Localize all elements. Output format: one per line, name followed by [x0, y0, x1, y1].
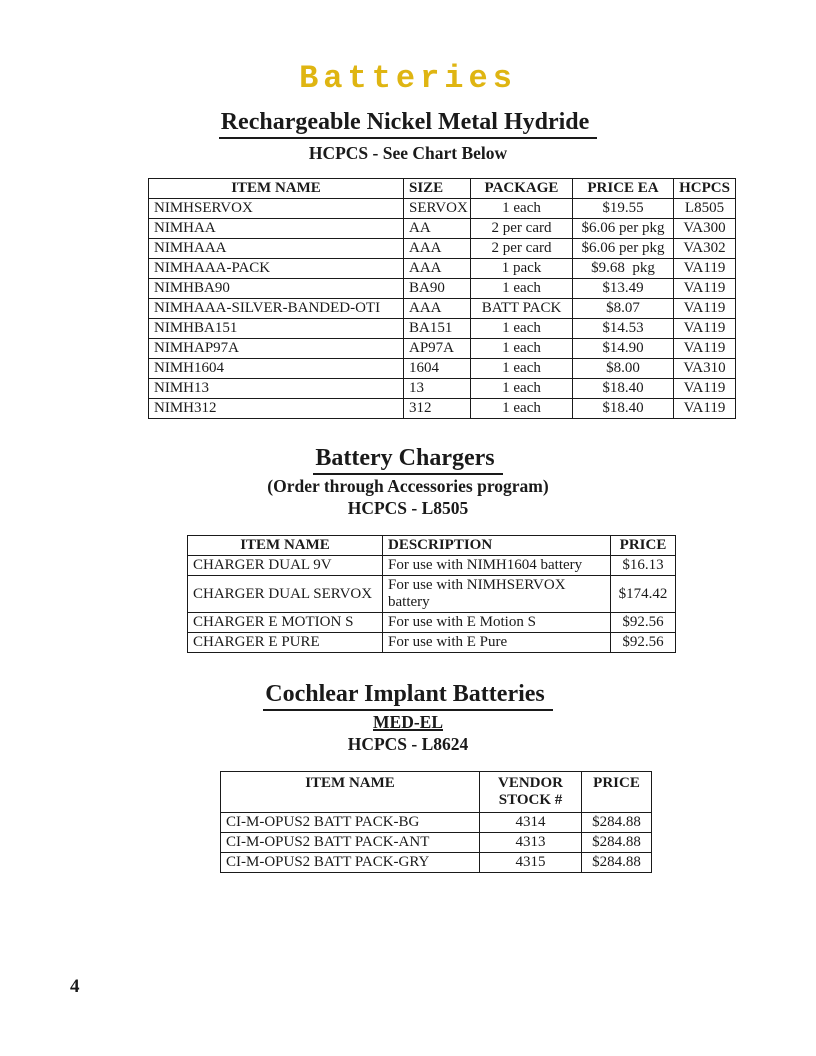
table-row: [221, 813, 652, 833]
table-cell: NIMHAA: [149, 219, 404, 239]
table-row: [149, 259, 736, 279]
table-row: [149, 359, 736, 379]
table-cell: NIMHAP97A: [149, 339, 404, 359]
column-header: PRICE EA: [573, 179, 674, 199]
table-cell: CI-M-OPUS2 BATT PACK-GRY: [221, 853, 480, 873]
table-cell: CI-M-OPUS2 BATT PACK-BG: [221, 813, 480, 833]
table-row: [149, 279, 736, 299]
section-heading-chargers: [0, 443, 816, 475]
table-cell: BA90: [404, 279, 471, 299]
table-row: [149, 219, 736, 239]
cochlear-table-body: [221, 813, 652, 873]
table-cell: NIMHBA90: [149, 279, 404, 299]
table-cell: $13.49: [573, 279, 674, 299]
table-cell: NIMH312: [149, 399, 404, 419]
nimh-table-header: [149, 179, 736, 199]
table-cell: $8.07: [573, 299, 674, 319]
column-header: PRICE: [582, 772, 652, 813]
nimh-price-table: [148, 178, 736, 419]
table-cell: 13: [404, 379, 471, 399]
table-row: [149, 399, 736, 419]
table-cell: $92.56: [611, 633, 676, 653]
section-heading-cochlear-text: Cochlear Implant Batteries: [263, 679, 553, 711]
table-row: [149, 239, 736, 259]
table-cell: NIMH1604: [149, 359, 404, 379]
table-cell: NIMHAAA-SILVER-BANDED-OTI: [149, 299, 404, 319]
table-cell: 2 per card: [471, 219, 573, 239]
table-cell: BATT PACK: [471, 299, 573, 319]
table-cell: 1 each: [471, 279, 573, 299]
table-cell: NIMHSERVOX: [149, 199, 404, 219]
page-number: 4: [70, 976, 80, 997]
section-heading-nimh: [0, 107, 816, 139]
table-cell: $14.90: [573, 339, 674, 359]
table-row: [188, 633, 676, 653]
column-header: SIZE: [404, 179, 471, 199]
table-cell: For use with E Motion S: [383, 613, 611, 633]
table-cell: 1 each: [471, 199, 573, 219]
table-cell: $284.88: [582, 853, 652, 873]
table-cell: For use with E Pure: [383, 633, 611, 653]
table-row: [188, 556, 676, 576]
table-cell: $8.00: [573, 359, 674, 379]
table-cell: AA: [404, 219, 471, 239]
cochlear-price-table: [220, 771, 652, 873]
column-header: VENDOR STOCK #: [480, 772, 582, 813]
table-cell: CHARGER E PURE: [188, 633, 383, 653]
table-cell: $6.06 per pkg: [573, 219, 674, 239]
column-header: DESCRIPTION: [383, 536, 611, 556]
table-row: [188, 613, 676, 633]
column-header: ITEM NAME: [221, 772, 480, 813]
table-row: [188, 576, 676, 613]
table-cell: $16.13: [611, 556, 676, 576]
table-cell: AAA: [404, 259, 471, 279]
section-heading-cochlear: [0, 679, 816, 711]
table-cell: 4314: [480, 813, 582, 833]
table-cell: 2 per card: [471, 239, 573, 259]
table-cell: 1 each: [471, 339, 573, 359]
table-cell: $18.40: [573, 399, 674, 419]
table-cell: $92.56: [611, 613, 676, 633]
table-header-row: [188, 536, 676, 556]
column-header: PACKAGE: [471, 179, 573, 199]
table-cell: 1 each: [471, 379, 573, 399]
chargers-price-table: [187, 535, 676, 653]
table-cell: VA119: [674, 339, 736, 359]
table-cell: $14.53: [573, 319, 674, 339]
table-cell: NIMH13: [149, 379, 404, 399]
table-cell: $9.68 pkg: [573, 259, 674, 279]
table-cell: NIMHAAA-PACK: [149, 259, 404, 279]
nimh-table-body: [149, 199, 736, 419]
table-row: [221, 853, 652, 873]
table-cell: 1 each: [471, 399, 573, 419]
table-cell: SERVOX: [404, 199, 471, 219]
table-cell: VA119: [674, 379, 736, 399]
table-cell: VA119: [674, 319, 736, 339]
table-row: [149, 339, 736, 359]
nimh-hcpcs-note: HCPCS - See Chart Below: [308, 143, 508, 163]
table-cell: 1 each: [471, 359, 573, 379]
table-cell: CHARGER DUAL SERVOX: [188, 576, 383, 613]
table-cell: AP97A: [404, 339, 471, 359]
table-cell: VA119: [674, 299, 736, 319]
column-header: HCPCS: [674, 179, 736, 199]
table-cell: For use with NIMHSERVOX battery: [383, 576, 611, 613]
table-cell: BA151: [404, 319, 471, 339]
section-heading-nimh-text: Rechargeable Nickel Metal Hydride: [219, 107, 598, 139]
table-cell: NIMHAAA: [149, 239, 404, 259]
chargers-table-body: [188, 556, 676, 653]
column-header: ITEM NAME: [188, 536, 383, 556]
table-cell: $174.42: [611, 576, 676, 613]
table-cell: VA302: [674, 239, 736, 259]
table-cell: 1 pack: [471, 259, 573, 279]
table-cell: AAA: [404, 239, 471, 259]
table-cell: AAA: [404, 299, 471, 319]
chargers-table-header: [188, 536, 676, 556]
table-cell: 1 each: [471, 319, 573, 339]
table-cell: VA310: [674, 359, 736, 379]
column-header: ITEM NAME: [149, 179, 404, 199]
table-row: [149, 379, 736, 399]
table-row: [149, 199, 736, 219]
table-cell: $284.88: [582, 833, 652, 853]
cochlear-brand-note: MED-EL: [373, 712, 443, 732]
table-cell: VA300: [674, 219, 736, 239]
table-cell: $19.55: [573, 199, 674, 219]
table-cell: CI-M-OPUS2 BATT PACK-ANT: [221, 833, 480, 853]
table-cell: VA119: [674, 399, 736, 419]
table-row: [221, 833, 652, 853]
table-cell: For use with NIMH1604 battery: [383, 556, 611, 576]
table-cell: 312: [404, 399, 471, 419]
section-heading-chargers-text: Battery Chargers: [313, 443, 502, 475]
cochlear-hcpcs-note: HCPCS - L8624: [347, 734, 469, 754]
table-cell: 1604: [404, 359, 471, 379]
table-cell: CHARGER E MOTION S: [188, 613, 383, 633]
table-cell: 4315: [480, 853, 582, 873]
table-header-row: [149, 179, 736, 199]
table-cell: VA119: [674, 279, 736, 299]
table-cell: CHARGER DUAL 9V: [188, 556, 383, 576]
cochlear-table-header: [221, 772, 652, 813]
table-cell: NIMHBA151: [149, 319, 404, 339]
page-title: Batteries: [299, 60, 517, 97]
column-header: PRICE: [611, 536, 676, 556]
table-row: [149, 319, 736, 339]
table-header-row: [221, 772, 652, 813]
table-cell: $6.06 per pkg: [573, 239, 674, 259]
table-cell: VA119: [674, 259, 736, 279]
table-row: [149, 299, 736, 319]
table-cell: 4313: [480, 833, 582, 853]
table-cell: $284.88: [582, 813, 652, 833]
table-cell: L8505: [674, 199, 736, 219]
table-cell: $18.40: [573, 379, 674, 399]
chargers-order-note: (Order through Accessories program): [267, 476, 549, 496]
chargers-hcpcs-note: HCPCS - L8505: [347, 498, 469, 518]
